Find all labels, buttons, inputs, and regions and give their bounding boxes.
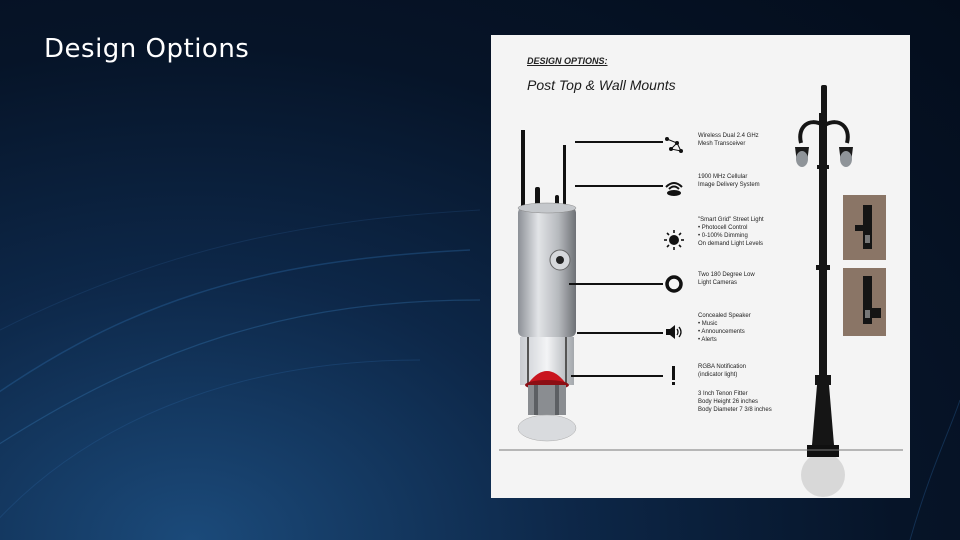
- wall-mount-photo-2: [843, 268, 886, 336]
- feature-speaker-text: Concealed Speaker • Music • Announcements • Alerts: [698, 313, 751, 343]
- wall-mount-drawing-2: [843, 268, 886, 336]
- product-drawing: [491, 35, 910, 498]
- callout-line: [571, 375, 663, 377]
- design-options-image: [491, 35, 910, 498]
- feature-cellular-text: 1900 MHz Cellular Image Delivery System: [698, 174, 760, 188]
- device-body: [518, 207, 576, 337]
- wall-mount-drawing-1: [843, 195, 886, 260]
- specs-text: 3 Inch Tenon Fitter Body Height 26 inches Body Diameter 7 3/8 inches: [698, 391, 772, 413]
- device-foot: [518, 415, 576, 441]
- exclamation-icon: [663, 365, 685, 387]
- cellular-icon: [663, 178, 685, 200]
- callout-line: [575, 141, 663, 143]
- slide-title: Design Options: [44, 34, 250, 64]
- street-light-icon: [663, 229, 685, 251]
- panel-kicker: DESIGN OPTIONS:: [527, 56, 608, 66]
- feature-wireless-text: Wireless Dual 2.4 GHz Mesh Transceiver: [698, 133, 759, 147]
- wall-mount-photo-1: [843, 195, 886, 260]
- antenna-right: [563, 145, 566, 205]
- feature-notification-text: RGBA Notification (indicator light): [698, 364, 747, 378]
- callout-line: [577, 332, 663, 334]
- callout-line: [575, 185, 663, 187]
- wireless-mesh-icon: [663, 133, 685, 155]
- feature-street-light-text: "Smart Grid" Street Light • Photocell Control • 0-100% Dimming On demand Light Levels: [698, 217, 764, 247]
- feature-camera-text: Two 180 Degree Low Light Cameras: [698, 272, 755, 286]
- panel-heading: Post Top & Wall Mounts: [527, 77, 676, 93]
- device-base: [528, 385, 566, 415]
- device-top: [518, 203, 576, 213]
- antenna-left: [521, 130, 525, 210]
- camera-icon: [663, 273, 685, 295]
- callout-line: [569, 283, 663, 285]
- speaker-icon: [663, 321, 685, 343]
